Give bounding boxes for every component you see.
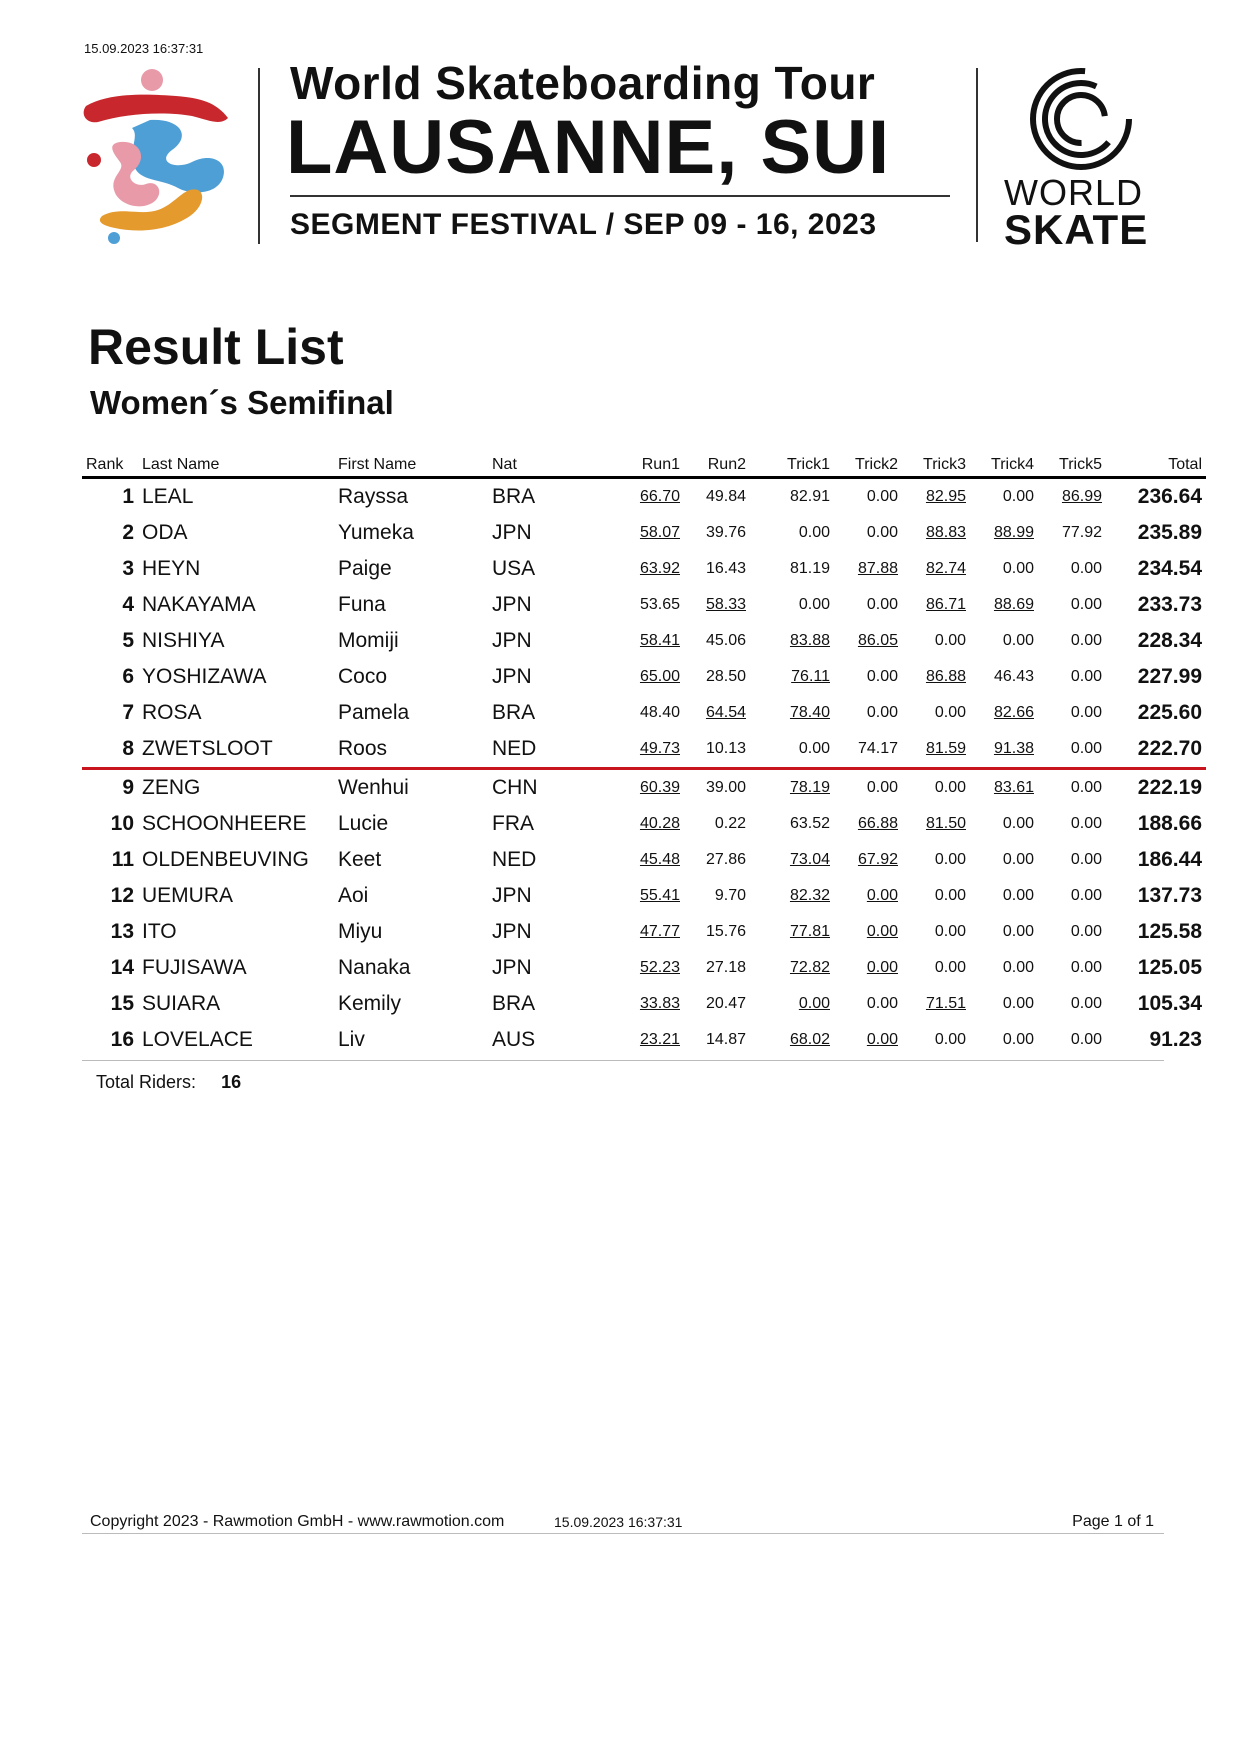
cell-run2: 49.84 — [705, 488, 746, 505]
cell-trick3: 0.00 — [934, 851, 966, 868]
cell-run2: 64.54 — [705, 704, 746, 721]
cell-rank: 12 — [110, 884, 134, 907]
col-header-trick3: Trick3 — [902, 446, 970, 478]
cell-last-name: SUIARA — [142, 992, 221, 1015]
cell-trick4: 91.38 — [970, 731, 1038, 769]
cell-trick3: 86.71 — [925, 596, 966, 613]
cell-run2: 15.76 — [705, 923, 746, 940]
cell-trick1: 68.02 — [789, 1031, 830, 1048]
cell-trick1: 83.88 — [789, 632, 830, 649]
cell-trick4: 0.00 — [1002, 995, 1034, 1012]
cell-rank: 7 — [122, 701, 134, 724]
cell-last-name: UEMURA — [142, 884, 234, 907]
cell-rank: 1 — [122, 485, 134, 508]
table-row — [82, 769, 1206, 807]
cell-trick4: 0.00 — [1002, 959, 1034, 976]
cell-trick1: 82.91 — [789, 488, 830, 505]
cell-trick2: 67.92 — [857, 851, 898, 868]
cell-nat: JPN — [492, 920, 532, 943]
cell-trick5: 0.00 — [1070, 596, 1102, 613]
cell-run1: 53.65 — [639, 596, 680, 613]
cell-trick2: 0.00 — [866, 668, 898, 685]
cell-trick5: 0.00 — [1070, 1031, 1102, 1048]
cell-nat: FRA — [492, 812, 534, 835]
table-row — [82, 623, 1206, 659]
table-row — [82, 1022, 1206, 1058]
cell-run2: 39.76 — [705, 524, 746, 541]
cell-trick4: 0.00 — [1002, 815, 1034, 832]
cell-run2: 14.87 — [705, 1031, 746, 1048]
cell-last-name: ODA — [142, 521, 188, 544]
cell-first-name: Rayssa — [338, 485, 409, 508]
cell-run1: 55.41 — [639, 887, 680, 904]
cell-nat: BRA — [492, 701, 536, 724]
cell-total: 186.44 — [1137, 848, 1202, 871]
table-row — [82, 950, 1206, 986]
cell-trick3: 0.00 — [934, 704, 966, 721]
cell-nat: JPN — [492, 884, 532, 907]
cell-nat: JPN — [492, 665, 532, 688]
cell-run2: 27.86 — [705, 851, 746, 868]
cell-first-name: Kemily — [338, 992, 402, 1015]
event-city: LAUSANNE, SUI — [286, 105, 891, 190]
cell-trick4: 82.66 — [993, 704, 1034, 721]
cell-first-name: Aoi — [338, 884, 369, 907]
cell-trick2: 0.00 — [866, 923, 898, 940]
cell-run2: 28.50 — [705, 668, 746, 685]
cell-trick3: 88.83 — [925, 524, 966, 541]
cell-run2: 16.43 — [705, 560, 746, 577]
cell-nat: USA — [492, 557, 536, 580]
cell-trick2: 0.00 — [866, 779, 898, 796]
cell-total: 188.66 — [1137, 812, 1202, 835]
cell-rank: 14 — [110, 956, 134, 979]
cell-trick4: 0.00 — [1002, 851, 1034, 868]
cell-trick5: 0.00 — [1070, 887, 1102, 904]
table-row — [82, 878, 1206, 914]
footer-timestamp: 15.09.2023 16:37:31 — [554, 1514, 683, 1530]
cell-trick5: 86.99 — [1061, 488, 1102, 505]
cell-trick3: 71.51 — [925, 995, 966, 1012]
cell-trick5: 0.00 — [1070, 560, 1102, 577]
total-riders — [96, 1072, 241, 1093]
cell-trick5: 0.00 — [1070, 632, 1102, 649]
cell-last-name: FUJISAWA — [142, 956, 247, 979]
col-header-nat: Nat — [488, 446, 592, 478]
cell-run1: 58.41 — [639, 632, 680, 649]
cell-total: 125.58 — [1137, 920, 1202, 943]
cell-trick3: 0.00 — [934, 632, 966, 649]
cell-first-name: Yumeka — [338, 521, 414, 544]
cell-first-name: Liv — [338, 1028, 365, 1051]
col-header-last-name: Last Name — [138, 446, 334, 478]
cell-first-name: Coco — [338, 665, 388, 688]
cell-trick3: 82.95 — [925, 488, 966, 505]
cell-trick5: 0.00 — [1070, 959, 1102, 976]
cell-rank: 15 — [110, 992, 134, 1015]
cell-trick5: 0.00 — [1070, 779, 1102, 796]
table-row — [82, 986, 1206, 1022]
cell-run2: 39.00 — [705, 779, 746, 796]
cell-trick1: 78.40 — [789, 704, 830, 721]
cell-run2: 10.13 — [684, 731, 750, 769]
cell-trick5: 0.00 — [1070, 668, 1102, 685]
world-skate-emblem-icon — [1028, 66, 1134, 172]
cell-trick1: 82.32 — [789, 887, 830, 904]
cell-trick4: 0.00 — [1002, 560, 1034, 577]
table-row — [82, 659, 1206, 695]
cell-trick1: 63.52 — [789, 815, 830, 832]
cell-first-name: Lucie — [338, 812, 389, 835]
cell-trick4: 0.00 — [1002, 887, 1034, 904]
cell-trick4: 46.43 — [993, 668, 1034, 685]
cell-trick2: 86.05 — [857, 632, 898, 649]
col-header-rank: Rank — [82, 446, 138, 478]
cell-trick4: 0.00 — [1002, 632, 1034, 649]
cell-trick2: 66.88 — [857, 815, 898, 832]
cell-trick2: 0.00 — [866, 596, 898, 613]
table-row — [82, 842, 1206, 878]
col-header-trick2: Trick2 — [834, 446, 902, 478]
cell-trick2: 0.00 — [866, 887, 898, 904]
cell-trick1: 0.00 — [798, 524, 830, 541]
cell-run1: 40.28 — [639, 815, 680, 832]
cell-nat: JPN — [492, 956, 532, 979]
cell-first-name: Momiji — [338, 629, 399, 652]
cell-total: 227.99 — [1137, 665, 1202, 688]
table-row — [82, 695, 1206, 731]
cell-nat: CHN — [492, 776, 538, 799]
cell-trick2: 0.00 — [866, 524, 898, 541]
cell-nat: JPN — [492, 593, 532, 616]
cell-last-name: LEAL — [142, 485, 194, 508]
cell-rank: 16 — [110, 1028, 134, 1051]
cell-trick2: 0.00 — [866, 959, 898, 976]
cell-rank: 6 — [122, 665, 134, 688]
cell-trick1: 81.19 — [789, 560, 830, 577]
cell-trick5: 0.00 — [1070, 815, 1102, 832]
cell-nat: JPN — [492, 521, 532, 544]
cell-trick4: 83.61 — [993, 779, 1034, 796]
org-name-line2: SKATE — [1004, 206, 1149, 253]
col-header-total: Total — [1106, 446, 1206, 478]
cell-last-name: SCHOONHEERE — [142, 812, 307, 835]
cell-run1: 49.73 — [592, 731, 684, 769]
cell-trick3: 0.00 — [934, 923, 966, 940]
cell-trick4: 0.00 — [1002, 1031, 1034, 1048]
cell-trick1: 73.04 — [789, 851, 830, 868]
cell-trick1: 77.81 — [789, 923, 830, 940]
cell-trick1: 78.19 — [789, 779, 830, 796]
cell-run2: 27.18 — [705, 959, 746, 976]
cell-total: 236.64 — [1137, 485, 1202, 508]
cell-trick1: 76.11 — [791, 668, 830, 685]
cell-run1: 23.21 — [639, 1031, 680, 1048]
cell-trick5: 0.00 — [1070, 923, 1102, 940]
total-riders-value: 16 — [221, 1072, 242, 1092]
cell-rank: 3 — [122, 557, 134, 580]
table-row — [82, 587, 1206, 623]
cell-run1: 65.00 — [639, 668, 680, 685]
cell-nat: NED — [488, 731, 592, 769]
cell-rank: 5 — [122, 629, 134, 652]
cell-trick3: 86.88 — [925, 668, 966, 685]
cell-trick5: 0.00 — [1070, 851, 1102, 868]
cell-trick4: 88.69 — [993, 596, 1034, 613]
cell-run1: 52.23 — [639, 959, 680, 976]
cell-total: 234.54 — [1137, 557, 1202, 580]
cell-trick1: 72.82 — [789, 959, 830, 976]
cell-total: 91.23 — [1149, 1028, 1202, 1051]
cell-trick3: 0.00 — [934, 887, 966, 904]
cell-run2: 9.70 — [714, 887, 746, 904]
cell-trick3: 0.00 — [934, 779, 966, 796]
cell-trick5: 77.92 — [1061, 524, 1102, 541]
cell-run1: 66.70 — [639, 488, 680, 505]
cell-trick2: 87.88 — [857, 560, 898, 577]
cell-nat: BRA — [492, 992, 536, 1015]
cell-last-name: HEYN — [142, 557, 201, 580]
cell-last-name: OLDENBEUVING — [142, 848, 309, 871]
cell-run1: 48.40 — [639, 704, 680, 721]
footer-page-number: Page 1 of 1 — [1072, 1513, 1154, 1530]
cell-last-name: ROSA — [142, 701, 202, 724]
cell-run1: 47.77 — [639, 923, 680, 940]
event-subtitle: SEGMENT FESTIVAL / SEP 09 - 16, 2023 — [290, 208, 877, 241]
org-name-line1: WORLD — [1004, 172, 1143, 213]
table-row — [82, 515, 1206, 551]
table-row — [82, 806, 1206, 842]
cell-rank: 10 — [110, 812, 134, 835]
cell-rank: 9 — [122, 776, 134, 799]
cell-last-name: ZENG — [142, 776, 201, 799]
cell-trick4: 0.00 — [1002, 488, 1034, 505]
col-header-run2: Run2 — [684, 446, 750, 478]
cell-last-name: ITO — [142, 920, 177, 943]
cell-total: 225.60 — [1137, 701, 1202, 724]
cell-trick3: 81.50 — [925, 815, 966, 832]
cell-run1: 58.07 — [639, 524, 680, 541]
cell-trick1: 0.00 — [798, 596, 830, 613]
cell-last-name: LOVELACE — [142, 1028, 253, 1051]
table-row — [82, 478, 1206, 516]
cell-nat: BRA — [492, 485, 536, 508]
cell-first-name: Pamela — [338, 701, 410, 724]
cell-first-name: Nanaka — [338, 956, 411, 979]
footer-copyright: Copyright 2023 - Rawmotion GmbH - www.rawmotion.com — [90, 1513, 505, 1530]
cell-nat: JPN — [492, 629, 532, 652]
cell-rank: 11 — [111, 848, 134, 871]
table-row — [82, 731, 1206, 769]
cell-trick3: 82.74 — [925, 560, 966, 577]
cell-last-name: YOSHIZAWA — [142, 665, 267, 688]
cell-rank: 13 — [110, 920, 134, 943]
event-logo-icon — [80, 66, 238, 246]
col-header-trick1: Trick1 — [750, 446, 834, 478]
cell-trick3: 81.59 — [902, 731, 970, 769]
cell-rank: 4 — [122, 593, 134, 616]
col-header-first-name: First Name — [334, 446, 488, 478]
results-table — [82, 446, 1206, 1058]
page-title: Result List — [88, 319, 344, 375]
cell-first-name: Paige — [338, 557, 392, 580]
cell-total: 228.34 — [1137, 629, 1202, 652]
cell-rank: 8 — [82, 731, 138, 769]
cell-run1: 45.48 — [639, 851, 680, 868]
table-row — [82, 914, 1206, 950]
cell-trick2: 0.00 — [866, 488, 898, 505]
cell-run2: 58.33 — [705, 596, 746, 613]
cell-last-name: NAKAYAMA — [142, 593, 256, 616]
table-header-row — [82, 446, 1206, 478]
cell-first-name: Funa — [338, 593, 386, 616]
col-header-trick5: Trick5 — [1038, 446, 1106, 478]
cell-trick2: 0.00 — [866, 704, 898, 721]
cell-run2: 20.47 — [705, 995, 746, 1012]
cell-trick5: 0.00 — [1038, 731, 1106, 769]
cell-first-name: Keet — [338, 848, 382, 871]
cell-total: 233.73 — [1137, 593, 1202, 616]
cell-total: 125.05 — [1137, 956, 1202, 979]
cell-trick5: 0.00 — [1070, 995, 1102, 1012]
cell-trick2: 74.17 — [834, 731, 902, 769]
cell-trick1: 0.00 — [750, 731, 834, 769]
event-title: World Skateboarding Tour — [290, 57, 876, 109]
total-riders-label: Total Riders: — [96, 1072, 197, 1092]
cell-total: 222.70 — [1106, 731, 1206, 769]
print-timestamp: 15.09.2023 16:37:31 — [84, 41, 204, 56]
cell-trick2: 0.00 — [866, 1031, 898, 1048]
cell-trick3: 0.00 — [934, 1031, 966, 1048]
cell-run2: 45.06 — [705, 632, 746, 649]
cell-trick5: 0.00 — [1070, 704, 1102, 721]
cell-total: 137.73 — [1137, 884, 1202, 907]
cell-trick4: 88.99 — [993, 524, 1034, 541]
cell-first-name: Miyu — [338, 920, 383, 943]
cell-rank: 2 — [122, 521, 134, 544]
cell-nat: AUS — [492, 1028, 536, 1051]
cell-total: 222.19 — [1137, 776, 1202, 799]
cell-last-name: NISHIYA — [142, 629, 225, 652]
cell-run1: 33.83 — [639, 995, 680, 1012]
cell-trick2: 0.00 — [866, 995, 898, 1012]
cell-first-name: Roos — [334, 731, 488, 769]
cell-trick4: 0.00 — [1002, 923, 1034, 940]
cell-run1: 63.92 — [639, 560, 680, 577]
cell-last-name: ZWETSLOOT — [138, 731, 334, 769]
cell-run1: 60.39 — [639, 779, 680, 796]
cell-total: 105.34 — [1137, 992, 1202, 1015]
table-row — [82, 551, 1206, 587]
cell-total: 235.89 — [1137, 521, 1202, 544]
page-subtitle: Women´s Semifinal — [90, 384, 394, 421]
cell-trick1: 0.00 — [798, 995, 830, 1012]
cell-nat: NED — [492, 848, 537, 871]
col-header-run1: Run1 — [592, 446, 684, 478]
cell-trick3: 0.00 — [934, 959, 966, 976]
cell-first-name: Wenhui — [338, 776, 409, 799]
col-header-trick4: Trick4 — [970, 446, 1038, 478]
cell-run2: 0.22 — [714, 815, 746, 832]
